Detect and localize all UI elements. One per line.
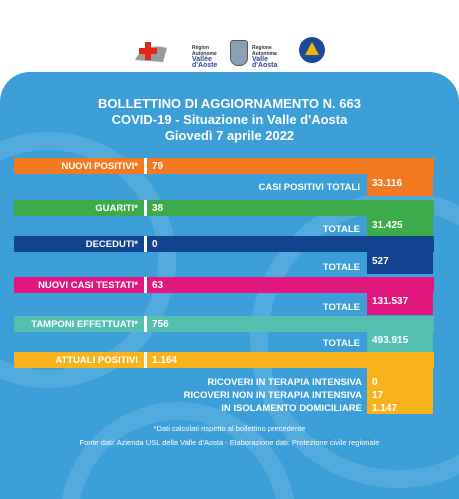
bulletin-subtitle: COVID-19 - Situazione in Valle d'Aosta (111, 112, 348, 127)
nuovi-casi-testati-total-label: TOTALE (322, 302, 360, 313)
deceduti-total-bar (367, 236, 433, 274)
tamponi-total-label: TOTALE (322, 338, 360, 349)
source-note: Fonte dati: Azienda USL della Valle d'Aosta - Elaborazione dati: Protezione civile regionale (79, 438, 380, 447)
tamponi-label: TAMPONI EFFETTUATI* (31, 319, 138, 330)
bulletin-panel (0, 72, 459, 499)
ausl-logo-icon (133, 38, 169, 68)
divider (144, 236, 147, 252)
attuali-positivi-value: 1.164 (152, 355, 178, 366)
divider (144, 316, 147, 332)
breakdown-label: RICOVERI NON IN TERAPIA INTENSIVA (183, 390, 362, 401)
attuali-positivi-label: ATTUALI POSITIVI (55, 355, 138, 366)
breakdown-label: RICOVERI IN TERAPIA INTENSIVA (207, 377, 362, 388)
nuovi-casi-testati-total-value: 131.537 (372, 296, 409, 307)
guariti-total-label: TOTALE (322, 224, 360, 235)
bulletin-date: Giovedì 7 aprile 2022 (164, 128, 295, 143)
region2-small-text: Regione Autonoma (252, 45, 277, 57)
deceduti-total-label: TOTALE (322, 262, 360, 273)
region-big-text: Vallée d'Aoste (192, 56, 218, 69)
region-logo-text (192, 45, 232, 69)
divider (144, 352, 147, 368)
deceduti-label: DECEDUTI* (85, 239, 138, 250)
nuovi-positivi-value: 79 (152, 161, 164, 172)
tamponi-value: 756 (152, 319, 169, 330)
footnote: *Dati calcolati rispetto al bollettino precedente (153, 424, 306, 433)
nuovi-casi-testati-label: NUOVI CASI TESTATI* (38, 280, 138, 291)
guariti-label: GUARITI* (95, 203, 138, 214)
divider (144, 277, 147, 293)
breakdown-value: 0 (372, 377, 378, 388)
decorative-ring (60, 402, 296, 499)
region-small-text: Région Autonome (192, 45, 217, 57)
logo-bar (0, 0, 459, 80)
nuovi-positivi-total-bar (367, 158, 433, 196)
breakdown-value: 17 (372, 390, 384, 401)
guariti-total-value: 31.425 (372, 220, 403, 231)
bulletin-title: BOLLETTINO DI AGGIORNAMENTO N. 663 (98, 96, 361, 111)
deceduti-total-value: 527 (372, 256, 389, 267)
divider (144, 200, 147, 216)
nuovi-casi-testati-value: 63 (152, 280, 164, 291)
guariti-total-bar (367, 200, 433, 238)
region-crest-icon (230, 40, 248, 66)
nuovi-positivi-label: NUOVI POSITIVI* (61, 161, 138, 172)
region2-big-text: Valle d'Aosta (252, 56, 278, 69)
civil-protection-icon (299, 37, 325, 63)
region2-logo-text (252, 45, 292, 69)
breakdown-value: 1.147 (372, 403, 398, 414)
divider (144, 158, 147, 174)
deceduti-value: 0 (152, 239, 158, 250)
guariti-value: 38 (152, 203, 164, 214)
casi-positivi-totali-label: CASI POSITIVI TOTALI (258, 182, 360, 193)
tamponi-total-value: 493.915 (372, 335, 409, 346)
breakdown-label: IN ISOLAMENTO DOMICILIARE (221, 403, 362, 414)
casi-positivi-totali-value: 33.116 (372, 178, 403, 189)
